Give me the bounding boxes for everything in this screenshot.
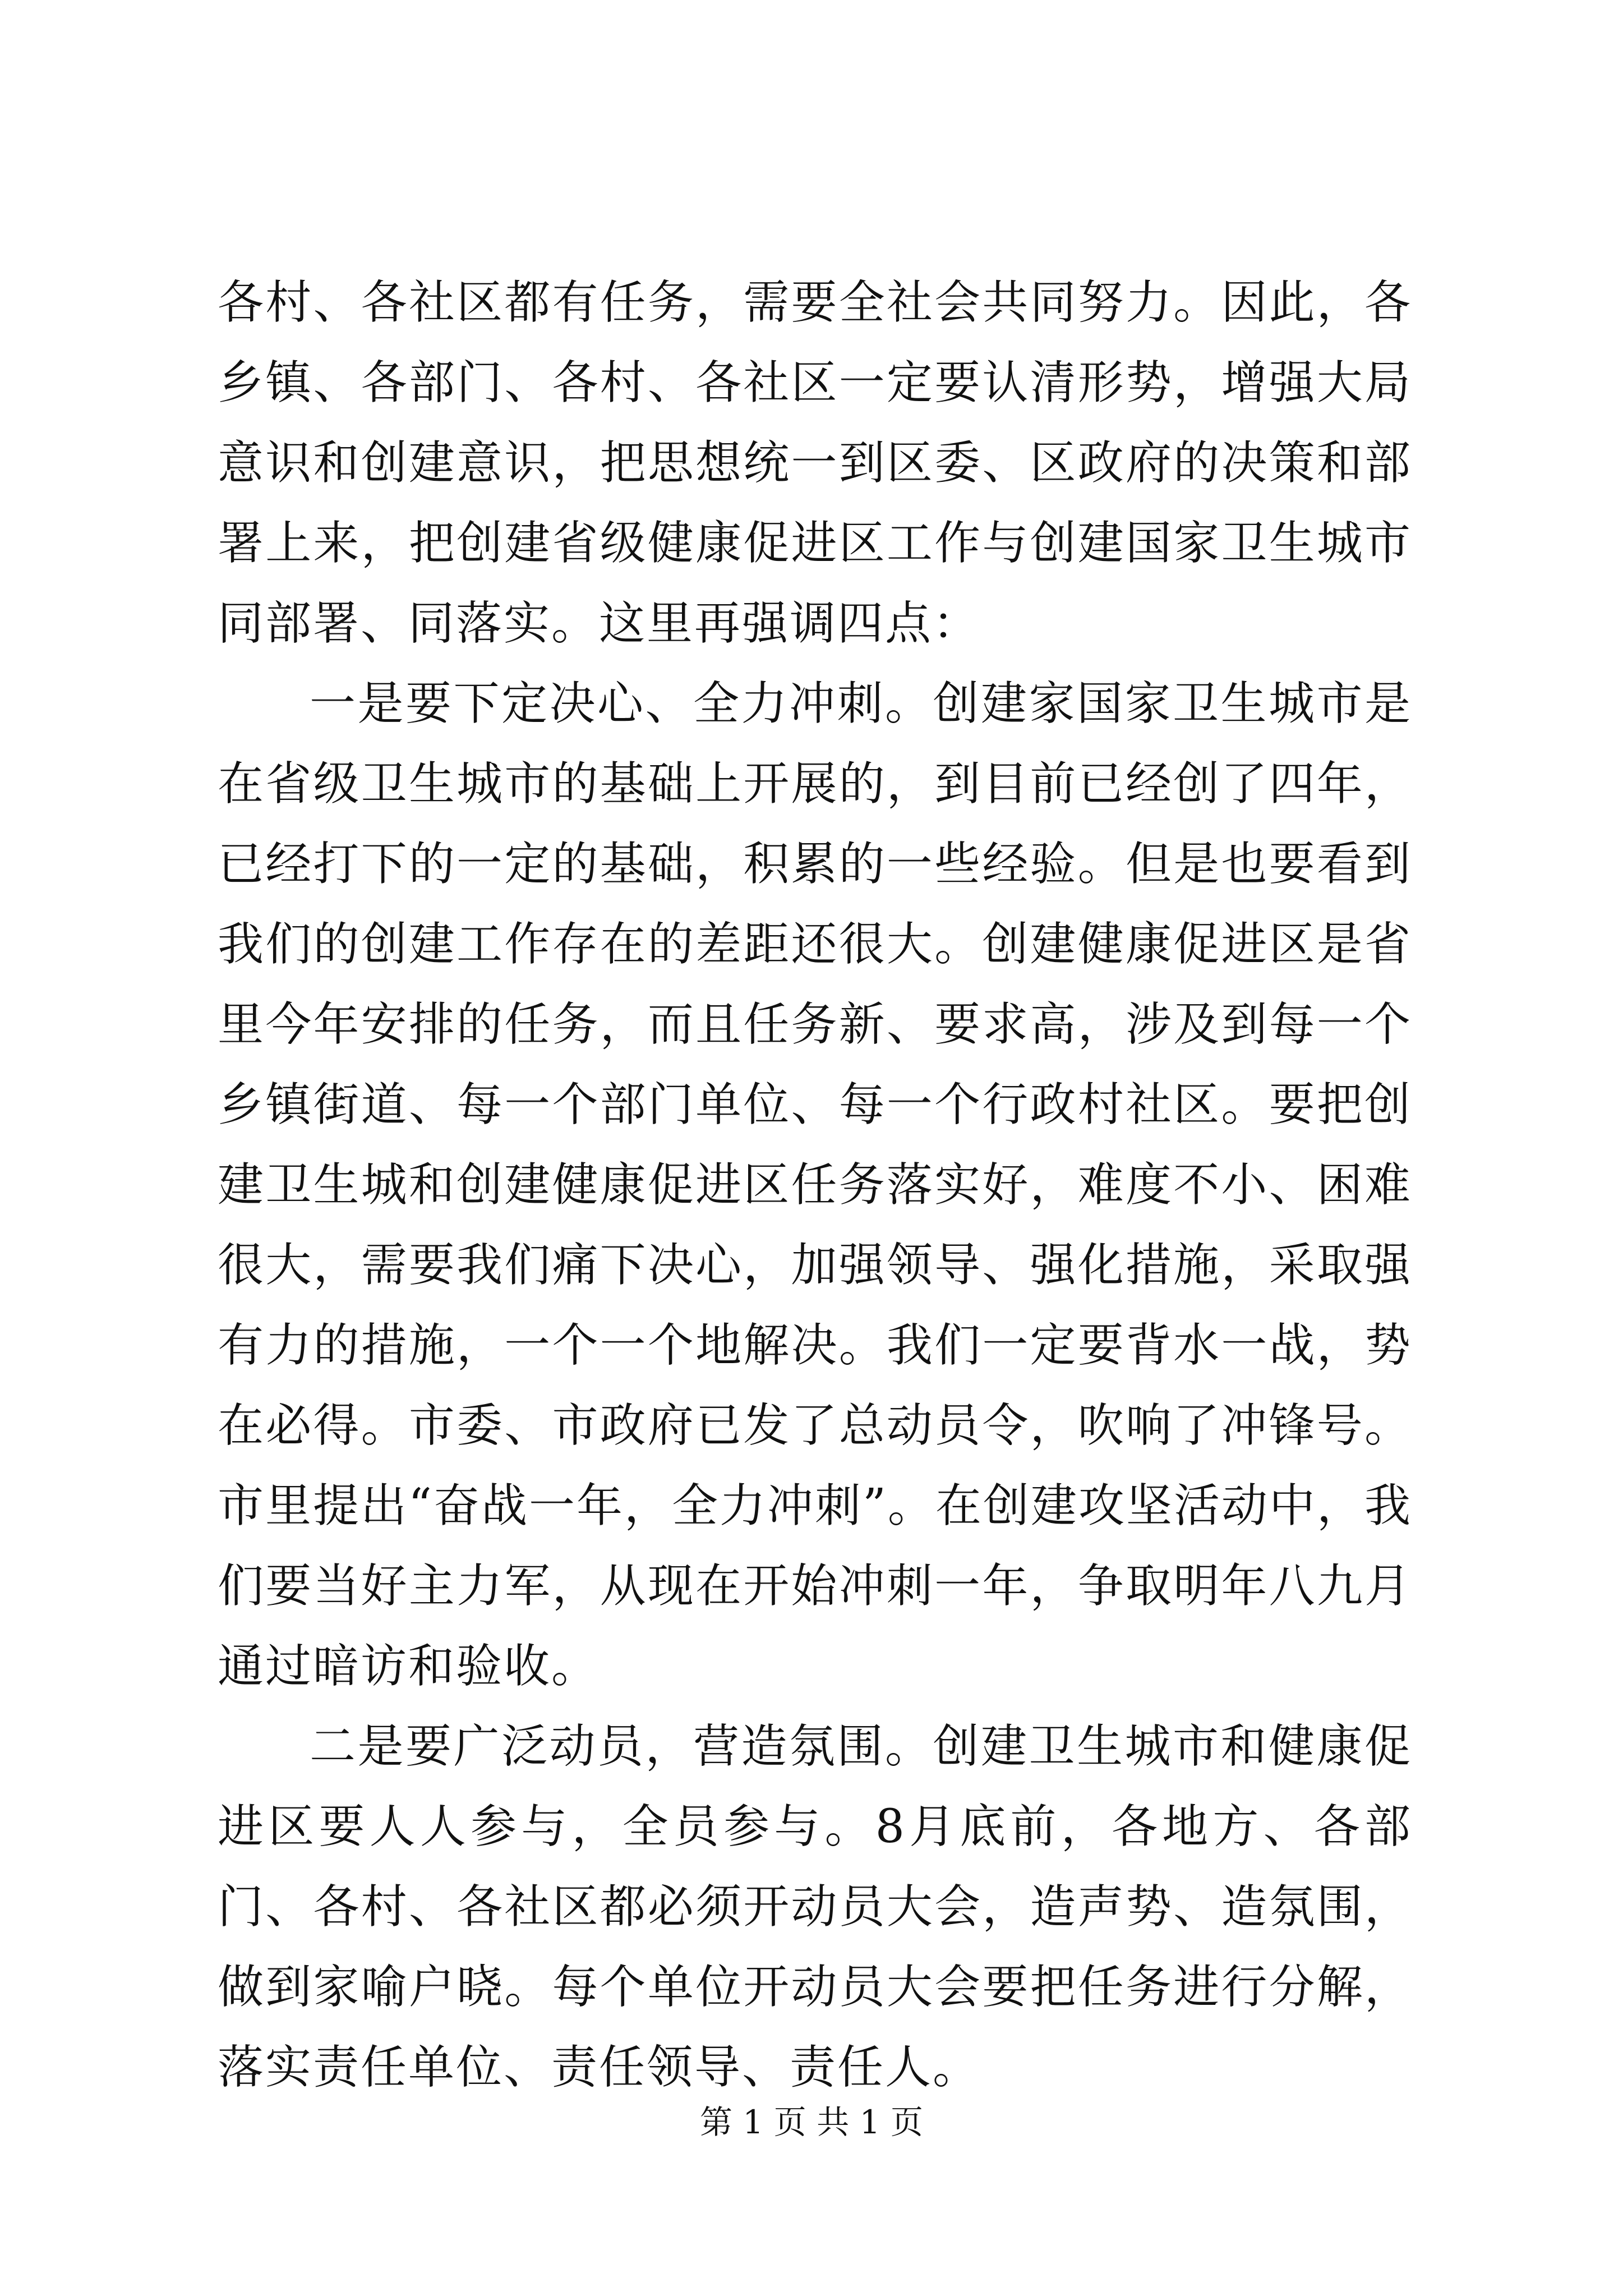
paragraph-1: 各村、各社区都有任务，需要全社会共同努力。因此，各乡镇、各部门、各村、各社区一定要认清形势，增强大局意识和创建意识，把思想统一到区委、区政府的决策和部署上来，把创建省级健康促进区工作与创建国家卫生城市同部署、同落实。这里再强调四点：: [218, 276, 1412, 650]
page-footer: 第 1 页 共 1 页: [700, 2103, 923, 2141]
document-body: [218, 263, 1412, 2108]
paragraph-2: 一是要下定决心、全力冲刺。创建家国家卫生城市是在省级卫生城市的基础上开展的，到目前已经创了四年，已经打下的一定的基础，积累的一些经验。但是也要看到我们的创建工作存在的差距还很大。创建健康促进区是省里今年安排的任务，而且任务新、要求高，涉及到每一个乡镇街道、每一个部门单位、每一个行政村社区。要把创建卫生城和创建健康促进区任务落实好，难度不小、困难很大，需要我们痛下决心，加强领导、强化措施，采取强有力的措施，一个一个地解决。我们一定要背水一战，势在必得。市委、市政府已发了总动员令，吹响了冲锋号。市里提出“奋战一年，全力冲刺”。在创建攻坚活动中，我们要当好主力军，从现在开始冲刺一年，争取明年八九月通过暗访和验收。: [218, 677, 1412, 1693]
paragraph-3: 二是要广泛动员，营造氛围。创建卫生城市和健康促进区要人人参与，全员参与。8月底前，各地方、各部门、各村、各社区都必须开动员大会，造声势、造氛围，做到家喻户晓。每个单位开动员大会要把任务进行分解，落实责任单位、责任领导、责任人。: [218, 1720, 1412, 2094]
